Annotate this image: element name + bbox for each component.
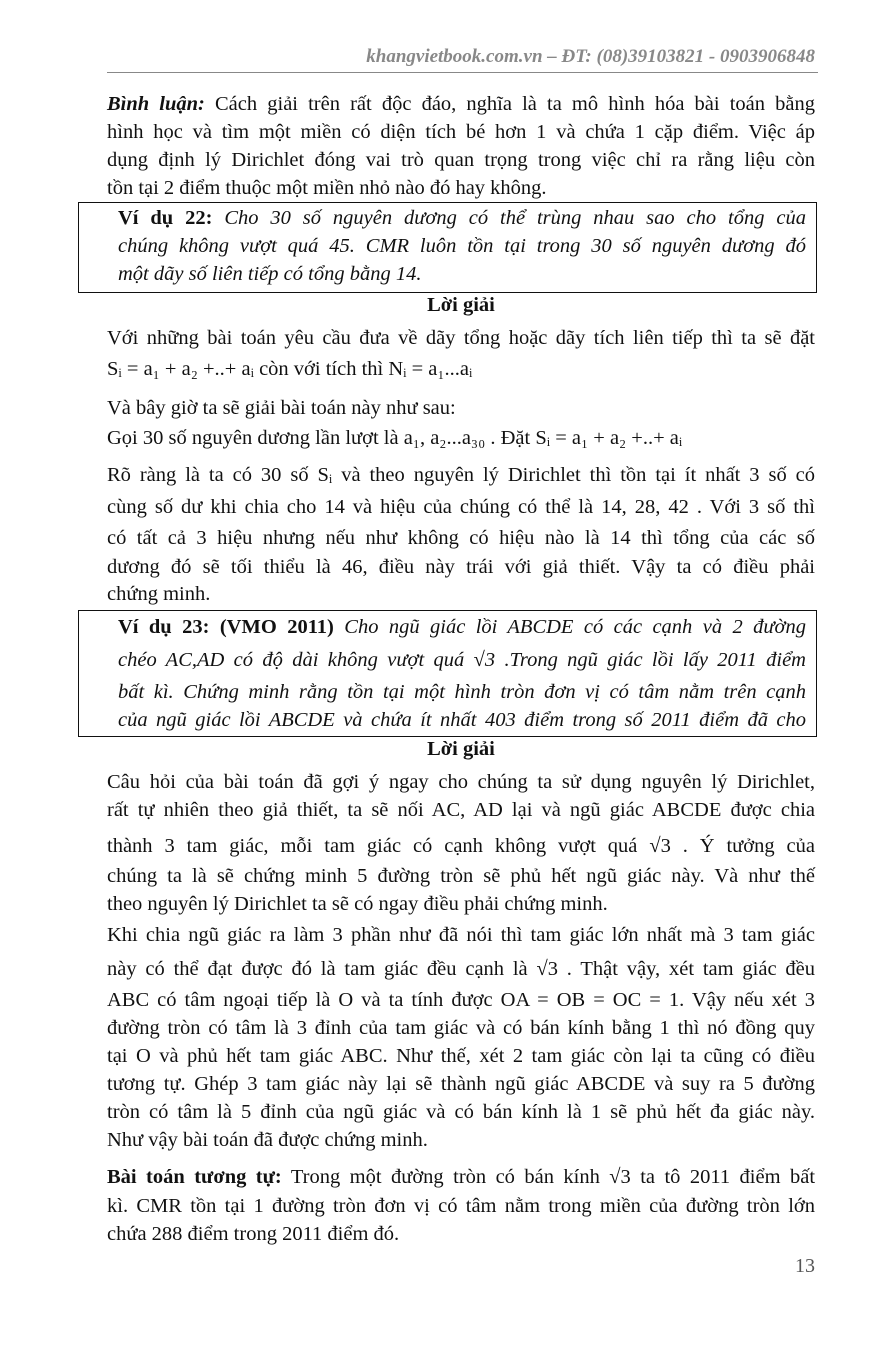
solution-heading: Lời giải — [427, 738, 495, 760]
text: Cách giải trên rất độc đáo, nghĩa là ta mô hình hóa bài toán bằng — [204, 93, 815, 115]
math-line: Gọi 30 số nguyên dương lần lượt là a₁, a₂...a₃₀ . Đặt Sᵢ = a₁ + a₂ +..+ aᵢ — [107, 427, 683, 449]
text-line — [107, 91, 815, 117]
text-line: Và bây giờ ta sẽ giải bài toán này như sau: — [107, 397, 456, 419]
text: Trong một đường tròn có bán kính √3 ta tô 2011 điểm bất — [281, 1166, 816, 1188]
page-number: 13 — [795, 1255, 815, 1277]
text-line: tại O và phủ hết tam giác ABC. Như thế, xét 2 tam giác còn lại ta cũng có điều — [107, 1045, 815, 1067]
text-line: dụng định lý Dirichlet đóng vai trò quan trọng trong việc chỉ ra rằng liệu còn — [107, 149, 815, 171]
text-line: chéo AC,AD có độ dài không vượt quá √3 .Trong ngũ giác lồi lấy 2011 điểm — [118, 649, 806, 671]
similar-problem-label: Bài toán tương tự: — [107, 1166, 282, 1188]
text-line: Khi chia ngũ giác ra làm 3 phần như đã nói thì tam giác lớn nhất mà 3 tam giác — [107, 924, 815, 946]
text-line: tồn tại 2 điểm thuộc một miền nhỏ nào đó hay không. — [107, 177, 547, 199]
text-line: chúng ta là sẽ chứng minh 5 đường tròn sẽ phủ hết ngũ giác này. Và như thế — [107, 865, 815, 887]
text-line: chứng minh. — [107, 583, 211, 605]
text-line: đường tròn có tâm là 3 đỉnh của tam giác và có bán kính bằng 1 thì nó đồng quy — [107, 1017, 815, 1039]
text-line: dương đó sẽ tối thiểu là 46, điều này trái với giả thiết. Vậy ta có điều phải — [107, 556, 815, 578]
text-line: cùng số dư khi chia cho 14 và hiệu của chúng có thể là 14, 28, 42 . Với 3 số thì — [107, 496, 815, 518]
example-22-label: Ví dụ 22: — [118, 207, 213, 229]
text-line: tròn có tâm là 5 đỉnh của ngũ giác và có bán kính là 1 sẽ phủ hết đa giác này. — [107, 1101, 815, 1123]
text-line: Rõ ràng là ta có 30 số Sᵢ và theo nguyên lý Dirichlet thì tồn tại ít nhất 3 số có — [107, 464, 815, 486]
math-line: Sᵢ = a₁ + a₂ +..+ aᵢ còn với tích thì Nᵢ = a₁...aᵢ — [107, 358, 473, 380]
text-line: hình học và tìm một miền có diện tích bé hơn 1 và chứa 1 cặp điểm. Việc áp — [107, 121, 815, 143]
comment-label: Bình luận: — [107, 93, 205, 115]
solution-heading: Lời giải — [427, 294, 495, 316]
text: Cho 30 số nguyên dương có thể trùng nhau sao cho tổng của — [212, 207, 806, 229]
text-line: ABC có tâm ngoại tiếp là O và ta tính được OA = OB = OC = 1. Vậy nếu xét 3 — [107, 989, 815, 1011]
text-line: chúng không vượt quá 45. CMR luôn tồn tại trong 30 số nguyên dương đó — [118, 235, 806, 257]
text-line — [118, 205, 806, 231]
text-line: một dãy số liên tiếp có tổng bằng 14. — [118, 263, 422, 285]
text-line — [118, 614, 806, 640]
text-line — [107, 1164, 815, 1190]
text-line: theo nguyên lý Dirichlet ta sẽ có ngay điều phải chứng minh. — [107, 893, 608, 915]
text-line: rất tự nhiên theo giả thiết, ta sẽ nối AC, AD lại và ngũ giác ABCDE được chia — [107, 799, 815, 821]
text-line: tương tự. Ghép 3 tam giác này lại sẽ thành ngũ giác ABCDE và suy ra 5 đường — [107, 1073, 815, 1095]
text-line: bất kì. Chứng minh rằng tồn tại một hình tròn đơn vị có tâm nằm trên cạnh — [118, 681, 806, 703]
text-line: này có thể đạt được đó là tam giác đều cạnh là √3 . Thật vậy, xét tam giác đều — [107, 958, 815, 980]
page-header: khangvietbook.com.vn – ĐT: (08)39103821 - 0903906848 — [366, 46, 815, 67]
text-line: chứa 288 điểm trong 2011 điểm đó. — [107, 1223, 400, 1245]
text-line: Với những bài toán yêu cầu đưa về dãy tổng hoặc dãy tích liên tiếp thì ta sẽ đặt — [107, 327, 815, 349]
text-line: kì. CMR tồn tại 1 đường tròn đơn vị có tâm nằm trong miền của đường tròn lớn — [107, 1195, 815, 1217]
text-line: thành 3 tam giác, mỗi tam giác có cạnh không vượt quá √3 . Ý tưởng của — [107, 835, 815, 857]
text-line: Câu hỏi của bài toán đã gợi ý ngay cho chúng ta sử dụng nguyên lý Dirichlet, — [107, 771, 815, 793]
text-line: có tất cả 3 hiệu nhưng nếu như không có hiệu nào là 14 thì tổng của các số — [107, 527, 815, 549]
example-23-label: Ví dụ 23: — [118, 616, 210, 638]
text-line: Như vậy bài toán đã được chứng minh. — [107, 1129, 428, 1151]
header-rule — [107, 72, 818, 73]
example-23-source: (VMO 2011) — [219, 616, 334, 638]
text-line: của ngũ giác lồi ABCDE và chứa ít nhất 403 điểm trong số 2011 điểm đã cho — [118, 709, 806, 731]
text: Cho ngũ giác lồi ABCDE có các cạnh và 2 đường — [333, 616, 806, 638]
